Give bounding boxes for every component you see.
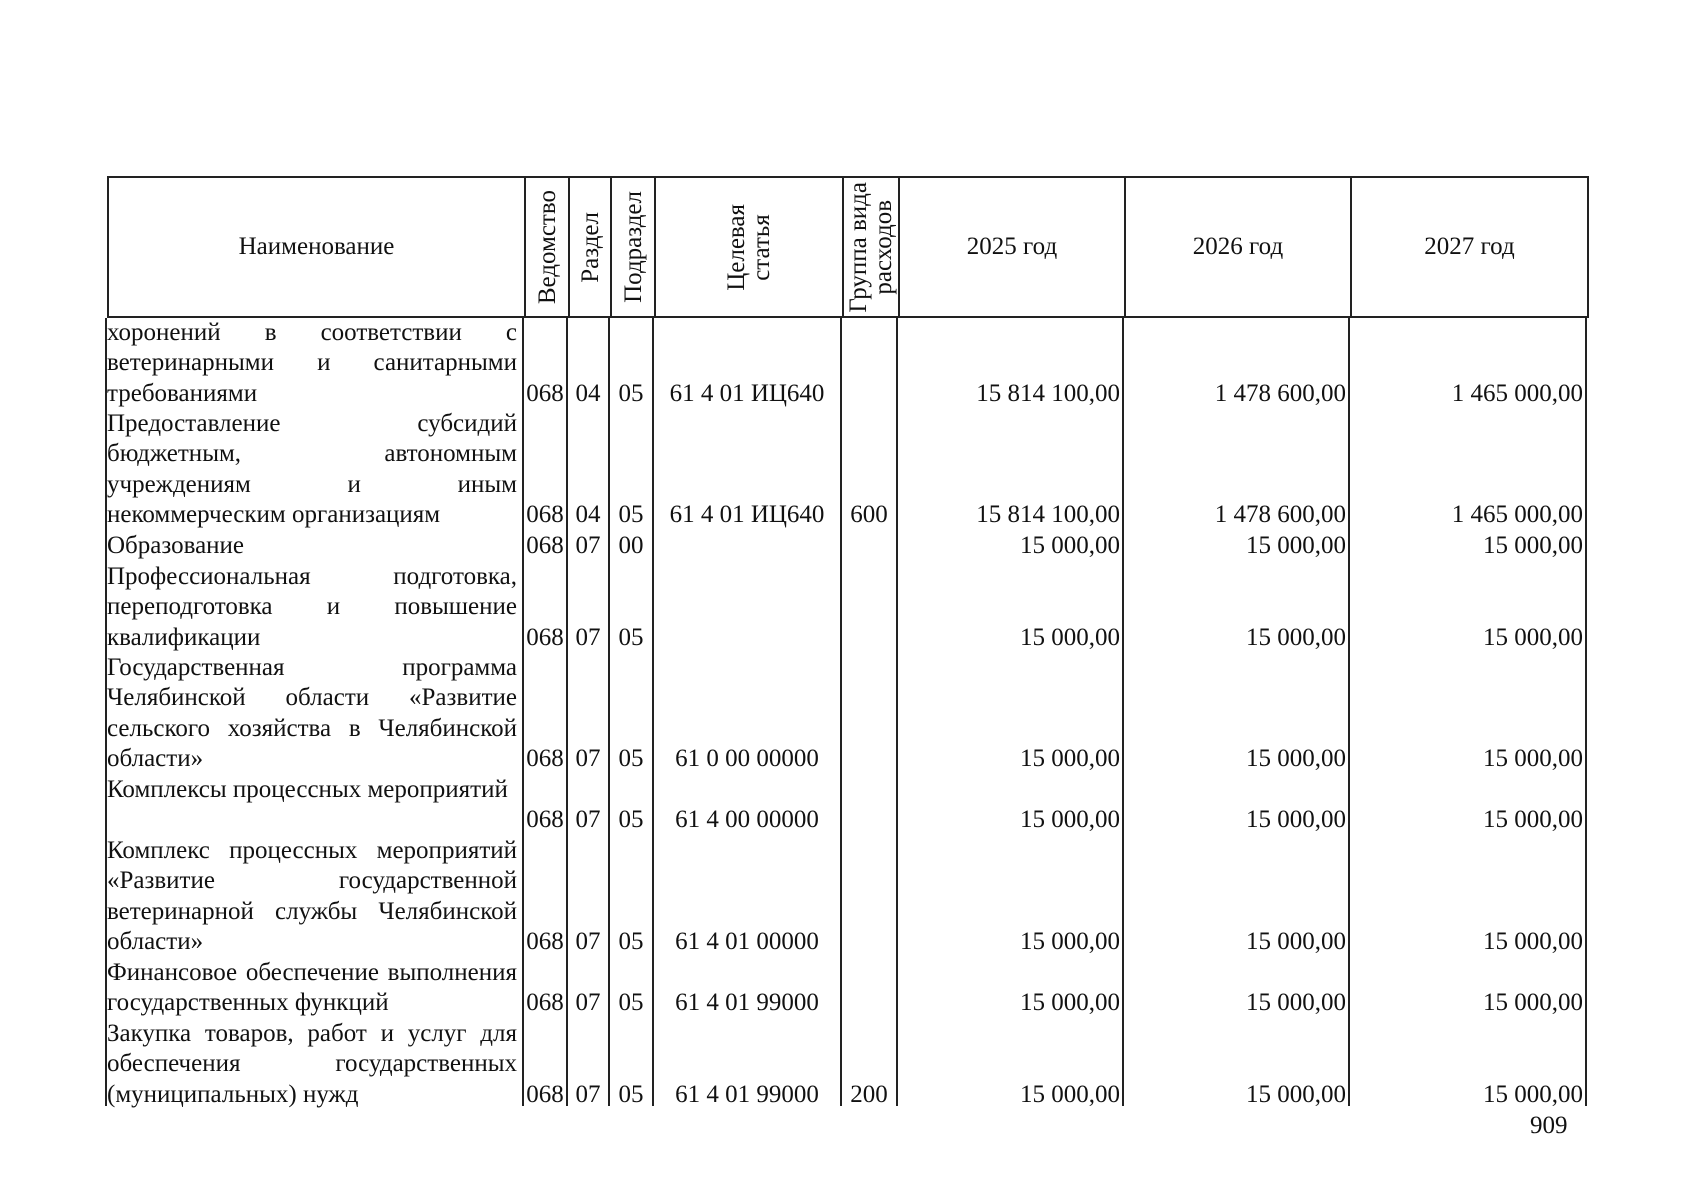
row-2026: 15 000,00 xyxy=(1246,928,1346,955)
row-dept: 068 xyxy=(526,380,564,407)
row-target: 61 4 01 99000 xyxy=(675,1081,819,1108)
row-section: 07 xyxy=(575,989,601,1016)
row-2026: 1 478 600,00 xyxy=(1214,501,1346,528)
row-name: Предоставление субсидий бюджетным, автономным учреждениям и иным некоммерческим организациям xyxy=(107,410,517,529)
row-2027: 15 000,00 xyxy=(1483,745,1583,772)
row-2025: 15 814 100,00 xyxy=(976,380,1120,407)
header-name xyxy=(109,178,524,316)
row-target: 61 0 00 00000 xyxy=(675,745,819,772)
header-target-text: Целевая статья xyxy=(723,203,775,291)
row-group: 600 xyxy=(850,501,888,528)
column-line xyxy=(1585,318,1587,1106)
row-2027: 15 000,00 xyxy=(1483,806,1583,833)
row-subsection: 05 xyxy=(618,1081,644,1108)
row-dept: 068 xyxy=(526,806,564,833)
row-section: 07 xyxy=(575,806,601,833)
header-subsection-text: Подраздел xyxy=(619,191,647,303)
row-section: 04 xyxy=(575,501,601,528)
row-target: 61 4 00 00000 xyxy=(675,806,819,833)
row-2026: 15 000,00 xyxy=(1246,624,1346,651)
row-2027: 1 465 000,00 xyxy=(1451,380,1583,407)
row-target: 61 4 01 00000 xyxy=(675,928,819,955)
header-2027-text: 2027 год xyxy=(1424,233,1515,260)
row-section: 07 xyxy=(575,928,601,955)
page-number: 909 xyxy=(1530,1112,1568,1139)
row-dept: 068 xyxy=(526,928,564,955)
row-2025: 15 000,00 xyxy=(1020,806,1120,833)
row-section: 07 xyxy=(575,532,601,559)
row-section: 07 xyxy=(575,624,601,651)
row-2025: 15 000,00 xyxy=(1020,745,1120,772)
row-2026: 15 000,00 xyxy=(1246,532,1346,559)
row-2027: 15 000,00 xyxy=(1483,1081,1583,1108)
row-2025: 15 000,00 xyxy=(1020,989,1120,1016)
row-dept: 068 xyxy=(526,624,564,651)
row-2027: 1 465 000,00 xyxy=(1451,501,1583,528)
row-2026: 15 000,00 xyxy=(1246,989,1346,1016)
row-2025: 15 000,00 xyxy=(1020,532,1120,559)
row-name: Государственная программа Челябинской области «Развитие сельского хозяйства в Челябинской области» xyxy=(107,654,517,773)
header-subsection xyxy=(612,178,654,316)
row-subsection: 05 xyxy=(618,928,644,955)
row-subsection: 05 xyxy=(618,380,644,407)
header-section xyxy=(570,178,610,316)
header-section-text: Раздел xyxy=(576,211,604,283)
row-target: 61 4 01 ИЦ640 xyxy=(669,501,825,528)
row-name: Закупка товаров, работ и услуг для обеспечения государственных (муниципальных) нужд xyxy=(107,1020,517,1108)
row-name: Профессиональная подготовка, переподготовка и повышение квалификации xyxy=(107,563,517,651)
row-dept: 068 xyxy=(526,501,564,528)
table-header xyxy=(107,176,1589,318)
row-name: Комплексы процессных мероприятий xyxy=(107,776,508,803)
row-2027: 15 000,00 xyxy=(1483,989,1583,1016)
header-2025-text: 2025 год xyxy=(966,233,1058,260)
row-dept: 068 xyxy=(526,745,564,772)
header-target xyxy=(656,178,842,316)
header-group xyxy=(844,178,898,316)
row-target: 61 4 01 ИЦ640 xyxy=(669,380,825,407)
row-2025: 15 000,00 xyxy=(1020,928,1120,955)
row-subsection: 05 xyxy=(618,501,644,528)
row-dept: 068 xyxy=(526,989,564,1016)
row-2026: 15 000,00 xyxy=(1246,1081,1346,1108)
row-subsection: 05 xyxy=(618,806,644,833)
row-dept: 068 xyxy=(526,1081,564,1108)
row-subsection: 00 xyxy=(618,532,644,559)
row-section: 07 xyxy=(575,745,601,772)
header-group-text: Группа вида расходов xyxy=(845,181,897,313)
row-dept: 068 xyxy=(526,532,564,559)
row-2026: 1 478 600,00 xyxy=(1214,380,1346,407)
row-2027: 15 000,00 xyxy=(1483,624,1583,651)
header-dept-text: Ведомство xyxy=(533,189,561,305)
header-2027 xyxy=(1352,178,1587,316)
header-name-text: Наименование xyxy=(238,233,395,260)
row-2027: 15 000,00 xyxy=(1483,928,1583,955)
column-line xyxy=(840,318,842,1106)
row-name: Финансовое обеспечение выполнения государственных функций xyxy=(107,959,517,1017)
row-section: 04 xyxy=(575,380,601,407)
row-subsection: 05 xyxy=(618,624,644,651)
row-group: 200 xyxy=(850,1081,888,1108)
row-2026: 15 000,00 xyxy=(1246,745,1346,772)
row-name: хоронений в соответствии с ветеринарными и санитарными требованиями xyxy=(107,319,517,407)
row-2025: 15 000,00 xyxy=(1020,1081,1120,1108)
row-2025: 15 000,00 xyxy=(1020,624,1120,651)
header-2026-text: 2026 год xyxy=(1192,233,1284,260)
row-subsection: 05 xyxy=(618,989,644,1016)
row-2025: 15 814 100,00 xyxy=(976,501,1120,528)
row-section: 07 xyxy=(575,1081,601,1108)
row-2027: 15 000,00 xyxy=(1483,532,1583,559)
row-target: 61 4 01 99000 xyxy=(675,989,819,1016)
row-subsection: 05 xyxy=(618,745,644,772)
header-dept xyxy=(526,178,568,316)
header-2026 xyxy=(1126,178,1350,316)
row-2026: 15 000,00 xyxy=(1246,806,1346,833)
row-name: Комплекс процессных мероприятий «Развитие государственной ветеринарной службы Челябинской области» xyxy=(107,837,517,956)
row-name: Образование xyxy=(107,532,245,559)
header-2025 xyxy=(900,178,1124,316)
